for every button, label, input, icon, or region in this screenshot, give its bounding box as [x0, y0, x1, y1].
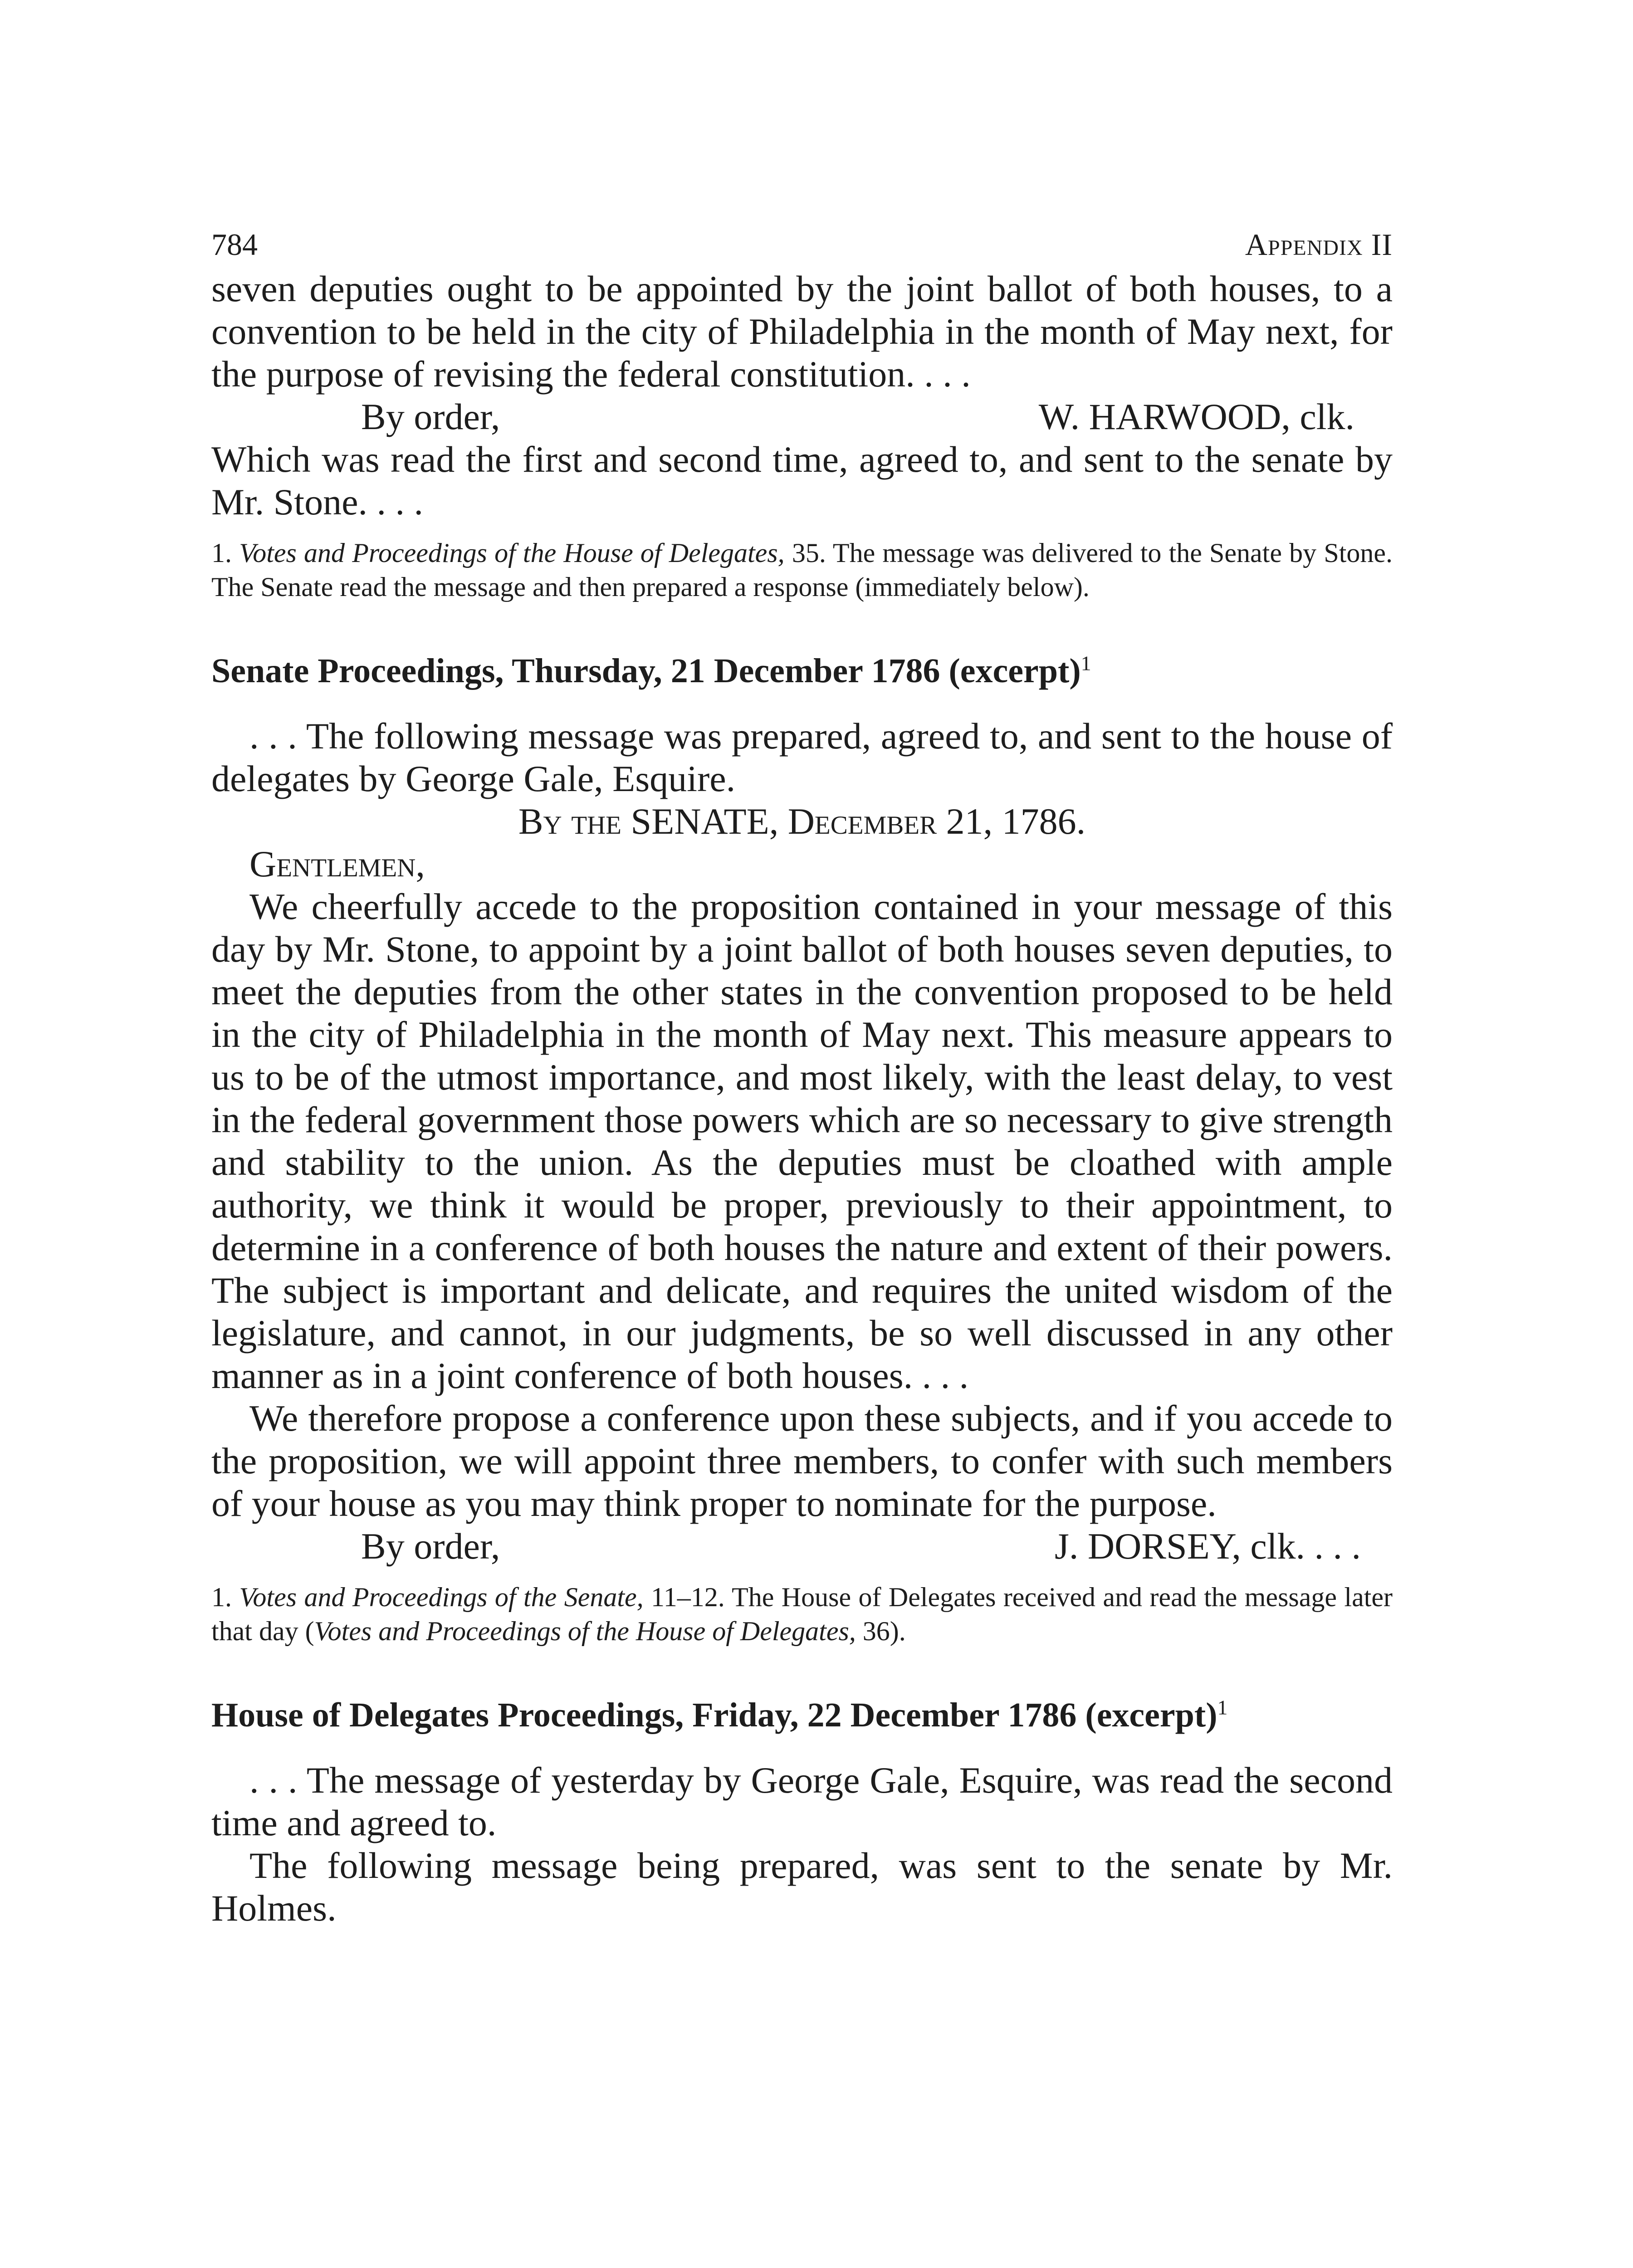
footnote: [211, 536, 1393, 604]
signature-clerk: W. HARWOOD, clk.: [1038, 396, 1354, 437]
page-number: 784: [211, 227, 258, 262]
document-page: [211, 218, 1393, 1930]
signature-line: [211, 396, 1393, 438]
signature-by-order: By order,: [361, 1525, 500, 1567]
section-heading-text: House of Delegates Proceedings, Friday, 22 December 1786 (excerpt): [211, 1696, 1217, 1734]
footnote-marker: 1: [1217, 1696, 1228, 1719]
signature-by-order: By order,: [361, 396, 500, 437]
main-text: [211, 268, 1393, 523]
footnote-text: 35. The message was delivered to the Senate by Stone. The Senate read the message and then prepared a response (immediately below).: [211, 538, 1393, 602]
footnote-marker: 1: [1081, 651, 1091, 675]
footnote-source-title: Votes and Proceedings of the House of Delegates,: [239, 538, 785, 568]
paragraph: We therefore propose a conference upon these subjects, and if you accede to the proposition, we will appoint three members, to confer with such members of your house as you may think proper to nominate for the purpose.: [211, 1398, 1393, 1524]
footnote-number: 1.: [211, 538, 232, 568]
footnote: [211, 1580, 1393, 1648]
footnote-source-title: Votes and Proceedings of the Senate,: [239, 1582, 644, 1612]
footnote-source-title: Votes and Proceedings of the House of Delegates,: [314, 1616, 856, 1646]
footnote-number: 1.: [211, 1582, 232, 1612]
paragraph: Which was read the first and second time, agreed to, and sent to the senate by Mr. Stone. . . .: [211, 439, 1393, 523]
section-heading: [211, 1694, 1393, 1736]
page-header: [211, 218, 1393, 268]
paragraph: . . . The message of yesterday by George Gale, Esquire, was read the second time and agreed to.: [211, 1760, 1393, 1843]
signature-clerk: J. DORSEY, clk. . . .: [1054, 1525, 1361, 1567]
main-text: [211, 715, 1393, 1568]
paragraph: seven deputies ought to be appointed by the joint ballot of both houses, to a convention to be held in the city of Philadelphia in the month of May next, for the purpose of revising the federal constitution. . . .: [211, 268, 1393, 395]
footnote-text: 11–12. The House of Delegates received and read the message later that day (: [211, 1582, 1393, 1646]
paragraph: The following message being prepared, was sent to the senate by Mr. Holmes.: [211, 1845, 1393, 1929]
paragraph: We cheerfully accede to the proposition contained in your message of this day by Mr. Stone, to appoint by a joint ballot of both houses seven deputies, to meet the deputies from the other states in the convention proposed to be held in the city of Philadelphia in the month of May next. This measure appears to us to be of the utmost importance, and most likely, with the least delay, to vest in the federal government those powers which are so necessary to give strength and stability to the union. As the deputies must be cloathed with ample authority, we think it would be proper, previously to their appointment, to determine in a conference of both houses the nature and extent of their powers. The subject is important and delicate, and requires the united wisdom of the legislature, and cannot, in our judgments, be so well discussed in any other manner as in a joint conference of both houses. . . .: [211, 886, 1393, 1396]
salutation: Gentlemen,: [249, 843, 425, 885]
signature-line: [211, 1525, 1393, 1568]
footnote-text: 36).: [856, 1616, 906, 1646]
main-text: [211, 1759, 1393, 1930]
dateline: By the SENATE, December 21, 1786.: [518, 801, 1086, 842]
section-heading: [211, 650, 1393, 692]
section-heading-text: Senate Proceedings, Thursday, 21 December 1786 (excerpt): [211, 652, 1081, 690]
paragraph: . . . The following message was prepared, agreed to, and sent to the house of delegates by George Gale, Esquire.: [211, 715, 1393, 799]
running-title: Appendix II: [1245, 227, 1393, 262]
